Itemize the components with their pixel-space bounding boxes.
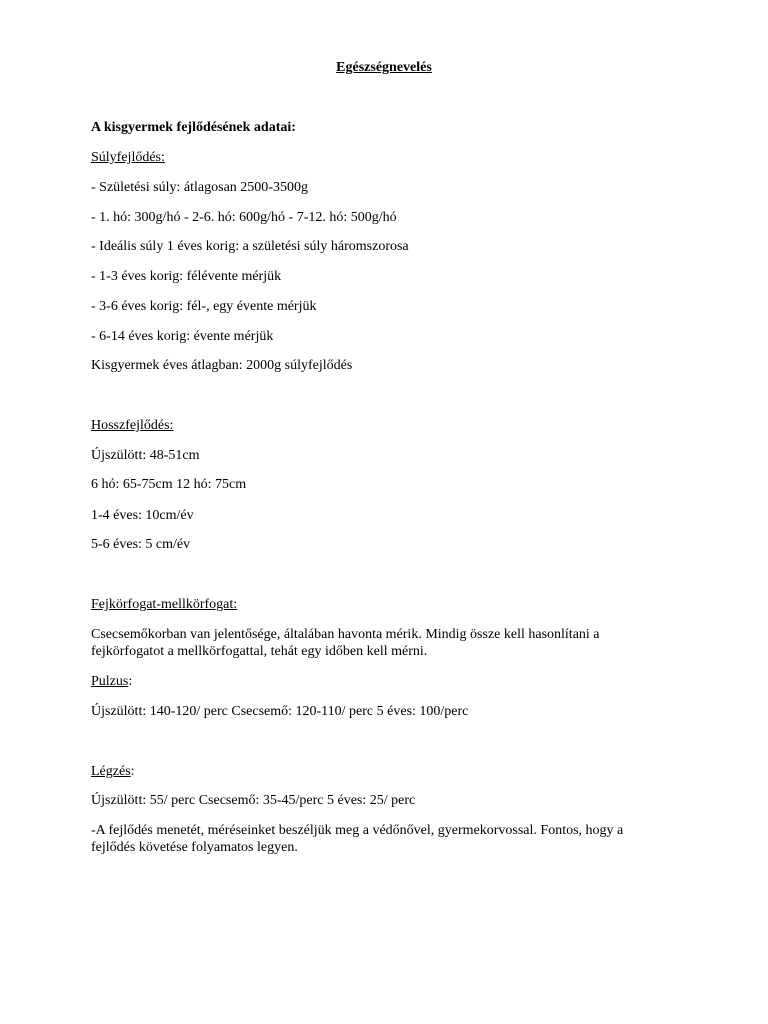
weight-line: - 1. hó: 300g/hó - 2-6. hó: 600g/hó - 7-12. hó: 500g/hó <box>91 210 397 225</box>
document-title: Egészségnevelés <box>336 60 432 75</box>
length-line: 5-6 éves: 5 cm/év <box>91 537 191 552</box>
circumference-paragraph: Csecsemőkorban van jelentősége, általában havonta mérik. Mindig össze kell hasonlítani a fejkörfogatot a mellkörfogattal, tehát egy időben kell mérni. <box>91 627 600 659</box>
breathing-line: Újszülött: 55/ perc Csecsemő: 35-45/perc 5 éves: 25/ perc <box>91 793 416 808</box>
breathing-heading: Légzés <box>91 764 131 779</box>
weight-heading: Súlyfejlődés: <box>91 150 165 165</box>
pulse-line: Újszülött: 140-120/ perc Csecsemő: 120-110/ perc 5 éves: 100/perc <box>91 704 469 719</box>
length-line: Újszülött: 48-51cm <box>91 448 200 463</box>
pulse-colon: : <box>128 674 133 689</box>
length-heading: Hosszfejlődés: <box>91 418 174 433</box>
weight-line: - Ideális súly 1 éves korig: a születési súly háromszorosa <box>91 239 409 254</box>
pulse-heading: Pulzus <box>91 674 129 689</box>
breathing-heading-line <box>91 763 135 780</box>
weight-line: - 6-14 éves korig: évente mérjük <box>91 329 274 344</box>
pulse-heading-line <box>91 673 132 690</box>
weight-line: - 3-6 éves korig: fél-, egy évente mérjük <box>91 299 317 314</box>
weight-line: - Születési súly: átlagosan 2500-3500g <box>91 180 308 195</box>
length-line: 6 hó: 65-75cm 12 hó: 75cm <box>91 477 247 492</box>
weight-summary: Kisgyermek éves átlagban: 2000g súlyfejlődés <box>91 358 353 373</box>
intro-heading: A kisgyermek fejlődésének adatai: <box>91 120 296 135</box>
length-line: 1-4 éves: 10cm/év <box>91 508 194 523</box>
circumference-heading: Fejkörfogat-mellkörfogat: <box>91 597 238 612</box>
weight-line: - 1-3 éves korig: félévente mérjük <box>91 269 282 284</box>
breathing-colon: : <box>130 764 135 779</box>
closing-paragraph: -A fejlődés menetét, méréseinket beszéljük meg a védőnővel, gyermekorvossal. Fontos, hogy a fejlődés követése folyamatos legyen. <box>91 823 624 855</box>
